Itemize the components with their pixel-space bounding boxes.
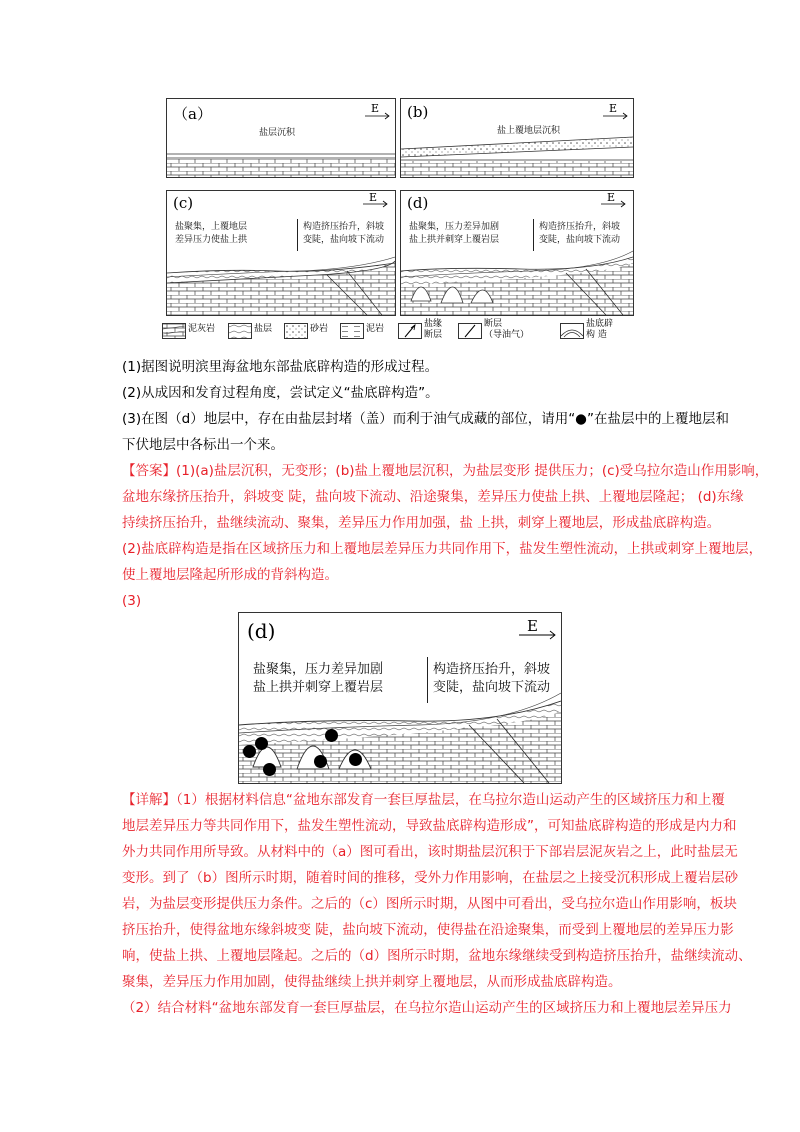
legend-label: 泥岩 — [366, 324, 385, 334]
east-arrow-label: E — [527, 617, 538, 635]
figure-d-label: (d) — [407, 194, 429, 212]
legend-label-line: 断层 — [484, 319, 503, 329]
answer-line — [122, 458, 769, 484]
answer-figure-d — [238, 612, 562, 784]
figure-c-right-line-2: 变陡，盐向坡下流动 — [303, 235, 385, 245]
explanation-line: 地层差异压力等共同作用下，盐发生塑性流动，导致盐底辟构造形成”，可知盐底辟构造的形成是内力和 — [122, 818, 737, 834]
sandstone-pattern-icon — [284, 323, 308, 339]
east-arrow-label: E — [369, 191, 378, 204]
figure-c-label: (c) — [173, 194, 194, 212]
legend-label-line: 断层 — [424, 330, 443, 340]
answer-block — [122, 458, 769, 614]
answer-line: (3) — [122, 593, 142, 609]
answer-dot-marker — [349, 753, 362, 766]
figure-a-caption: 盐层沉积 — [259, 128, 296, 138]
figure-d-right-line-1: 构造挤压抬升，斜坡 — [539, 222, 621, 232]
answer-line: 使上覆地层隆起所形成的背斜构造。 — [122, 567, 338, 583]
mudrock-pattern-icon — [340, 323, 364, 339]
answer-dot-marker — [314, 755, 327, 768]
legend — [162, 318, 652, 344]
figure-d-divider — [533, 219, 534, 251]
salt-edge-fault-icon — [398, 323, 422, 339]
answer-figure-right-line-2: 变陡，盐向坡下流动 — [433, 680, 551, 695]
legend-label: 泥灰岩 — [188, 324, 216, 334]
question-3-line-2: 下伏地层中各标出一个来。 — [122, 437, 284, 453]
legend-label — [484, 319, 529, 341]
figure-d-right-line-2: 变陡，盐向坡下流动 — [539, 235, 621, 245]
answer-dot-marker — [243, 745, 256, 758]
explanation-line: 挤压抬升，使得盆地东缘斜坡变 陡，盐向坡下流动，使得盐在沿途聚集，而受到上覆地层的差异压力影 — [122, 922, 734, 938]
answer-line: 盆地东缘挤压抬升，斜坡变 陡，盐向坡下流动、沿途聚集，差异压力使盐上拱、上覆地层隆起； (d)东缘 — [122, 489, 744, 505]
explanation-line: 响，使盐上拱、上覆地层隆起。之后的（d）图所示时期，盆地东缘继续受到构造挤压抬升，盐继续流动、 — [122, 948, 752, 964]
answer-tag: 【答案】 — [122, 463, 176, 479]
figure-c-left-line-1: 盐聚集，上覆地层 — [175, 222, 248, 232]
figure-b-label: (b) — [407, 103, 429, 121]
answer-text: (1)(a)盐层沉积，无变形；(b)盐上覆地层沉积，为盐层变形 提供压力；(c)受乌拉尔造山作用影响， — [176, 463, 769, 479]
answer-figure-left-line-2: 盐上拱并刺穿上覆岩层 — [253, 680, 384, 695]
figure-c-divider — [297, 219, 298, 251]
figure-b — [400, 98, 634, 178]
legend-label-line: 构 造 — [586, 330, 607, 340]
figure-c-left-line-2: 差异压力使盐上拱 — [175, 235, 248, 245]
figure-d-drawing — [401, 191, 633, 315]
answer-dot-marker — [325, 729, 338, 742]
answer-figure-drawing — [239, 613, 561, 783]
mudstone-limestone-pattern-icon — [162, 323, 186, 339]
legend-label-line: （导油气） — [484, 330, 530, 340]
explanation-line: 外力共同作用所导致。从材料中的（a）图可看出，该时期盐层沉积于下部岩层泥灰岩之上，此时盐层无 — [122, 844, 738, 860]
figure-d-left-line-1: 盐聚集，压力差异加剧 — [409, 222, 500, 232]
answer-figure-right-line-1: 构造挤压抬升，斜坡 — [433, 662, 551, 677]
legend-label — [586, 319, 613, 341]
explanation-line: 聚集，差异压力作用加剧，使得盐继续上拱并刺穿上覆地层，从而形成盐底辟构造。 — [122, 974, 622, 990]
east-arrow-label: E — [371, 102, 380, 115]
figure-b-drawing — [401, 99, 633, 177]
explanation-line: 变形。到了（b）图所示时期，随着时间的推移，受外力作用影响，在盐层之上接受沉积形成上覆岩层砂 — [122, 870, 739, 886]
figure-d — [400, 190, 634, 316]
figure-d-left-line-2: 盐上拱并刺穿上覆岩层 — [409, 235, 500, 245]
answer-figure-left-line-1: 盐聚集，压力差异加剧 — [253, 662, 384, 677]
answer-figure-divider — [427, 657, 428, 703]
legend-label-line: 盐缘 — [424, 319, 443, 329]
question-3-line-1: (3)在图（d）地层中，存在由盐层封堵（盖）而利于油气成藏的部位，请用“●”在盐层中的上覆地层和 — [122, 411, 729, 427]
figure-a — [166, 98, 396, 178]
explanation-line — [122, 787, 725, 813]
salt-pattern-icon — [228, 323, 252, 339]
figure-c-drawing — [167, 191, 395, 315]
legend-label: 盐层 — [254, 324, 273, 334]
fault-icon — [458, 323, 482, 339]
east-arrow-label: E — [607, 191, 616, 204]
answer-line: 持续挤压抬升，盐继续流动、聚集，差异压力作用加强，盐 上拱，刺穿上覆地层，形成盐底辟构造。 — [122, 515, 721, 531]
explanation-tag: 【详解】 — [122, 792, 176, 808]
question-2: (2)从成因和发育过程角度，尝试定义“盐底辟构造”。 — [122, 385, 439, 401]
explanation-text: （1）根据材料信息“盆地东部发育一套巨厚盐层，在乌拉尔造山运动产生的区域挤压力和上覆 — [176, 792, 725, 808]
explanation-line: （2）结合材料“盆地东部发育一套巨厚盐层，在乌拉尔造山运动产生的区域挤压力和上覆地层差异压力 — [122, 1000, 732, 1016]
figure-c-right-line-1: 构造挤压抬升，斜坡 — [303, 222, 385, 232]
explanation-block — [122, 787, 752, 1021]
answer-dot-marker — [255, 737, 268, 750]
figure-a-label: （a） — [173, 105, 212, 123]
figure-c — [166, 190, 396, 316]
east-arrow-label: E — [609, 102, 618, 115]
answer-line: (2)盐底辟构造是指在区域挤压力和上覆地层差异压力共同作用下，盐发生塑性流动，上拱或刺穿上覆地层， — [122, 541, 763, 557]
legend-label: 砂岩 — [310, 324, 329, 334]
figure-b-caption: 盐上覆地层沉积 — [497, 126, 561, 136]
explanation-line: 岩，为盐层变形提供压力条件。之后的（c）图所示时期，从图中可看出，受乌拉尔造山作用影响，板块 — [122, 896, 737, 912]
answer-figure-label: (d) — [247, 619, 276, 643]
legend-label-line: 盐底辟 — [586, 319, 614, 329]
question-1: (1)据图说明滨里海盆地东部盐底辟构造的形成过程。 — [122, 359, 439, 375]
answer-dot-marker — [263, 763, 276, 776]
salt-diapir-icon — [560, 323, 584, 339]
legend-label — [424, 319, 442, 341]
